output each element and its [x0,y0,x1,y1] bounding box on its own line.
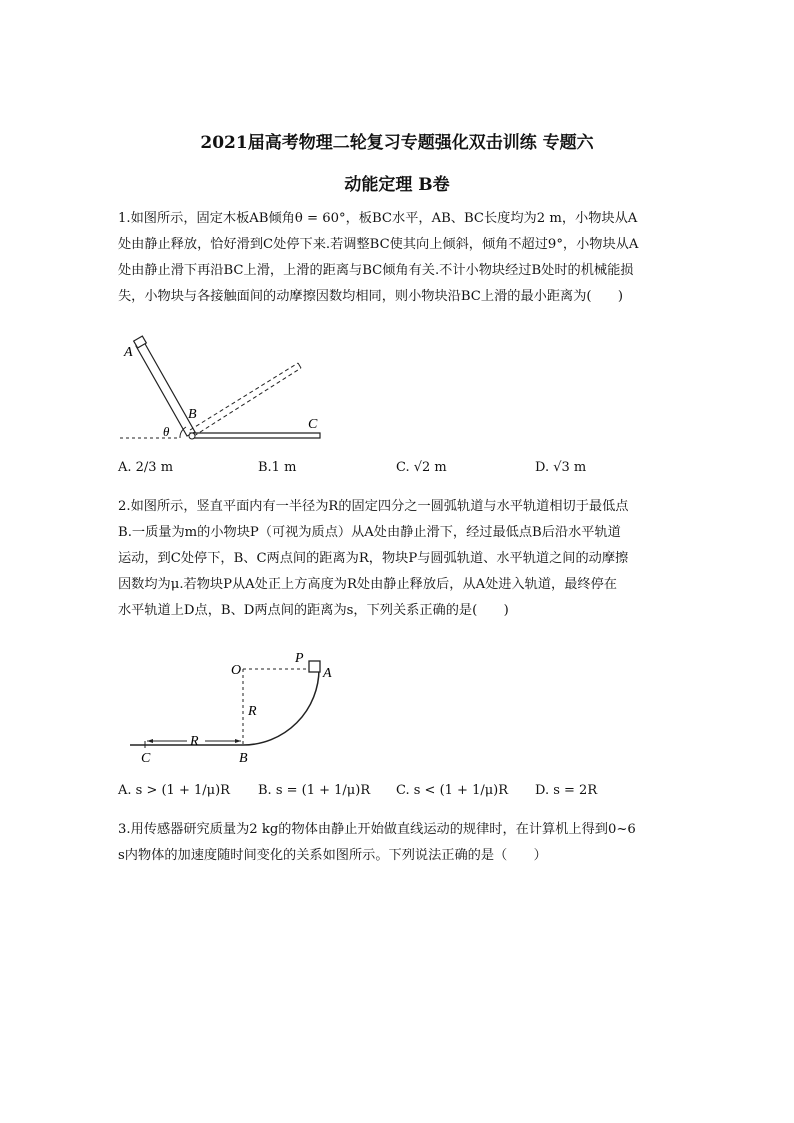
q2-line: 2.如图所示，竖直平面内有一半径为R的固定四分之一圆弧轨道与水平轨道相切于最低点 [118,499,629,514]
q1-label-theta: θ [163,424,170,439]
q2-line: 运动，到C处停下，B、C两点间的距离为R，物块P与圆弧轨道、水平轨道之间的动摩擦 [118,551,629,566]
q2-label-c: C [141,751,151,766]
q2-block-p [309,661,320,672]
q2-label-b: B [239,751,248,766]
q1-tilted-board-end [298,363,301,368]
q3-text [118,817,678,869]
q2-option-b[interactable]: B. s = (1 + 1/μ)R [258,783,371,798]
q1-label-b: B [188,407,197,422]
q1-label-c: C [308,417,318,432]
q1-line: 处由静止滑下再沿BC上滑，上滑的距离与BC倾角有关.不计小物块经过B处时的机械能损 [118,263,634,278]
q1-options [118,460,698,490]
q1-line: 1.如图所示，固定木板AB倾角θ = 60°，板BC水平，AB、BC长度均为2 m，小物块从A [118,211,638,226]
q3-line: s内物体的加速度随时间变化的关系如图所示。下列说法正确的是（ ） [118,848,547,863]
q2-line: 水平轨道上D点，B、D两点间的距离为s，下列关系正确的是( ) [118,603,509,618]
q2-option-d[interactable]: D. s = 2R [535,783,598,798]
q1-option-c[interactable]: C. √2 m [396,460,447,475]
q1-line: 处由静止释放，恰好滑到C处停下来.若调整BC使其向上倾斜，倾角不超过9°，小物块从A [118,237,639,252]
q2-label-p: P [295,651,304,666]
q1-label-a: A [124,345,133,360]
q2-label-a: A [323,666,332,681]
q1-hinge-b [189,433,195,439]
q2-text [118,494,678,624]
q1-line: 失，小物块与各接触面间的动摩擦因数均相同，则小物块沿BC上滑的最小距离为( ) [118,289,624,304]
q2-option-c[interactable]: C. s < (1 + 1/μ)R [396,783,509,798]
q2-options [118,783,698,813]
q1-tilted-board-dashed [190,363,298,430]
q1-board-ab [136,342,195,436]
q2-label-r-horizontal: R [190,734,199,749]
q2-arrow-left-icon [147,739,153,743]
q1-option-b[interactable]: B.1 m [258,460,297,475]
q2-label-r-vertical: R [248,704,257,719]
q1-board-bc [190,433,320,438]
q1-text [118,206,678,310]
doc-title-line2: 动能定理 B卷 [344,175,450,195]
q2-line: B.一质量为m的小物块P（可视为质点）从A处由静止滑下，经过最低点B后沿水平轨道 [118,525,621,540]
q1-option-a[interactable]: A. 2/3 m [118,460,174,475]
q1-tilted-board-dashed [194,368,301,436]
q2-arc-track-figure [125,648,355,773]
q3-line: 3.用传感器研究质量为2 kg的物体由静止开始做直线运动的规律时，在计算机上得到0~6 [118,822,636,837]
doc-title-line1: 2021届高考物理二轮复习专题强化双击训练 专题六 [200,133,594,153]
q1-option-d[interactable]: D. √3 m [535,460,587,475]
q2-arrow-right-icon [235,739,241,743]
q1-incline-figure [118,332,338,447]
q2-line: 因数均为μ.若物块P从A处正上方高度为R处由静止释放后，从A处进入轨道，最终停在 [118,577,617,592]
q2-label-o: O [231,663,242,678]
q2-option-a[interactable]: A. s > (1 + 1/μ)R [118,783,230,798]
